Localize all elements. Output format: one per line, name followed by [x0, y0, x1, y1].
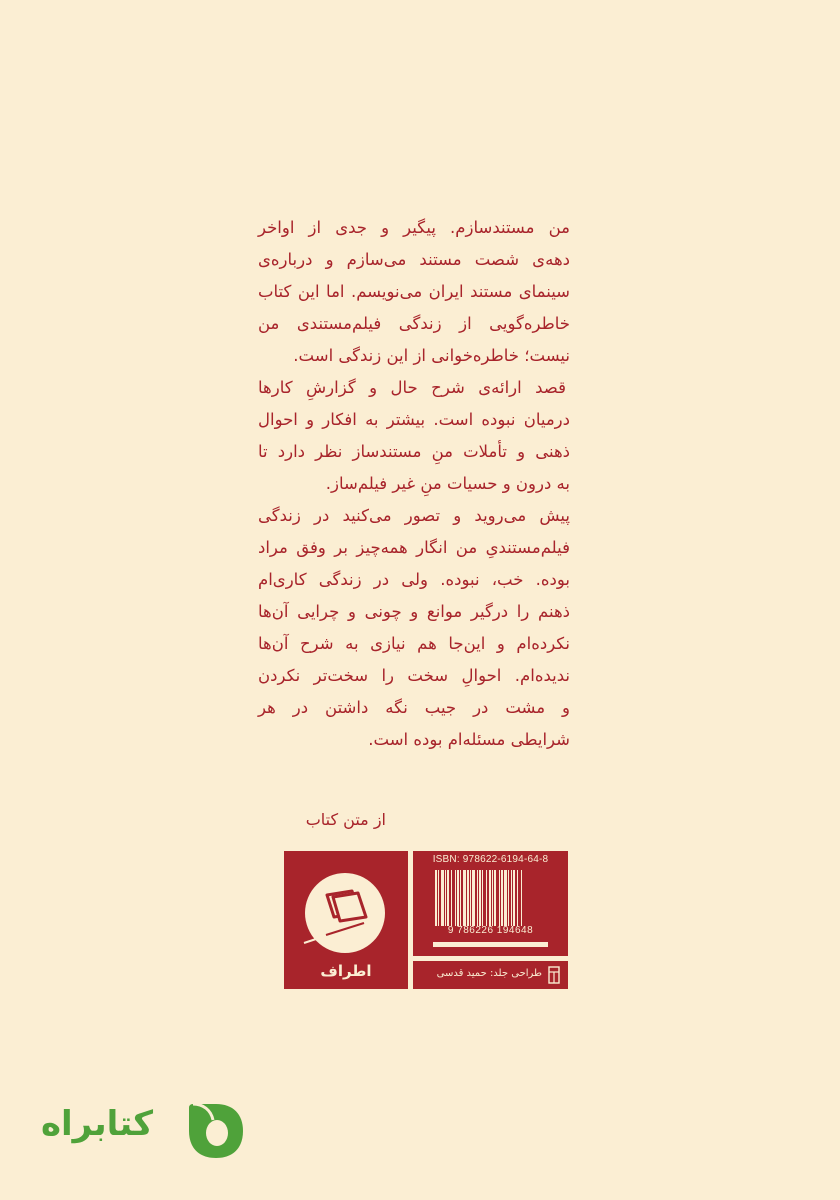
blurb-line: ذهنی و تأملات منِ مستندساز نظر دارد تا [258, 442, 570, 461]
blurb-line: سینمای مستند ایران می‌نویسم. اما این کتاب [258, 282, 570, 301]
barcode-bar [513, 870, 515, 926]
barcode-bar [472, 870, 475, 926]
blurb-line: پیش می‌روید و تصور می‌کنید در زندگی [258, 506, 570, 525]
blurb-line: ندیده‌ام. احوالِ سخت را سخت‌تر نکردن [258, 666, 570, 685]
barcode-bar [455, 870, 456, 926]
isbn-barcode-box [413, 851, 568, 956]
blurb-line: ذهنم را درگیر موانع و چونی و چرایی آن‌ها [258, 602, 570, 621]
blurb-line: قصد ارائه‌ی شرح حال و گزارشِ کارها [258, 378, 566, 397]
barcode-bar [494, 870, 496, 926]
blurb-line: بوده. خب، نبوده. ولی در زندگی کاری‌ام [258, 570, 570, 589]
barcode-bar [467, 870, 469, 926]
blurb-line: من مستندسازم. پیگیر و جدی از اواخر [258, 218, 570, 237]
barcode-bar [451, 870, 452, 926]
barcode-bar [482, 870, 483, 926]
barcode-bar [479, 870, 481, 926]
barcode-bar [511, 870, 512, 926]
barcode-bar [463, 870, 466, 926]
blurb-line: و مشت در جیب نگه داشتن در هر [258, 698, 570, 717]
blurb-line: نکرده‌ام و این‌جا هم نیازی به شرح آن‌ها [258, 634, 570, 653]
barcode-bar [504, 870, 507, 926]
blurb-line: شرایطی مسئله‌ام بوده است. [368, 730, 570, 749]
barcode-bar [492, 870, 493, 926]
blurb-line: فیلم‌مستندیِ من انگار همه‌چیز بر وفق مراد [258, 538, 570, 557]
blurb-line: نیست؛ خاطره‌خوانی از این زندگی است. [293, 346, 570, 365]
publisher-name: اطراف [320, 962, 372, 980]
designer-mark-icon [547, 966, 561, 984]
barcode-bar [457, 870, 459, 926]
barcode-bar [499, 870, 500, 926]
barcode-bar [489, 870, 491, 926]
ketabrah-leaf-icon [185, 1100, 247, 1162]
blurb-line: به درون و حسیات منِ غیر فیلم‌ساز. [325, 474, 570, 493]
folder-pen-icon [302, 877, 392, 947]
barcode [435, 870, 547, 926]
barcode-bar [501, 870, 503, 926]
barcode-bar [447, 870, 449, 926]
barcode-bar [441, 870, 444, 926]
blurb-source-label: از متن کتاب [305, 810, 386, 829]
barcode-bar [470, 870, 471, 926]
cover-credit-box [413, 961, 568, 989]
barcode-bar [517, 870, 518, 926]
barcode-bar [445, 870, 446, 926]
isbn-label: ISBN: 978622-6194-64-8 [432, 854, 549, 865]
barcode-bar [438, 870, 439, 926]
barcode-bar [435, 870, 437, 926]
publisher-logo-box [284, 851, 408, 989]
isbn-divider-bar [433, 942, 548, 947]
barcode-digits: 9 786226 194648 [447, 925, 534, 936]
ketabrah-brand-text: کتابراه [40, 1104, 153, 1144]
barcode-bar [508, 870, 509, 926]
cover-designer-credit: طراحی جلد: حمید قدسی [436, 968, 542, 979]
barcode-bar [521, 870, 522, 926]
back-cover-blurb [258, 212, 570, 756]
blurb-line: دهه‌ی شصت مستند می‌سازم و درباره‌ی [258, 250, 570, 269]
barcode-bar [486, 870, 487, 926]
blurb-line: درمیان نبوده است. بیشتر به افکار و احوال [258, 410, 570, 429]
blurb-line: خاطره‌گویی از زندگی فیلم‌مستندی من [258, 314, 570, 333]
barcode-bar [477, 870, 478, 926]
barcode-bar [460, 870, 461, 926]
ketabrah-watermark-logo [40, 1094, 215, 1164]
